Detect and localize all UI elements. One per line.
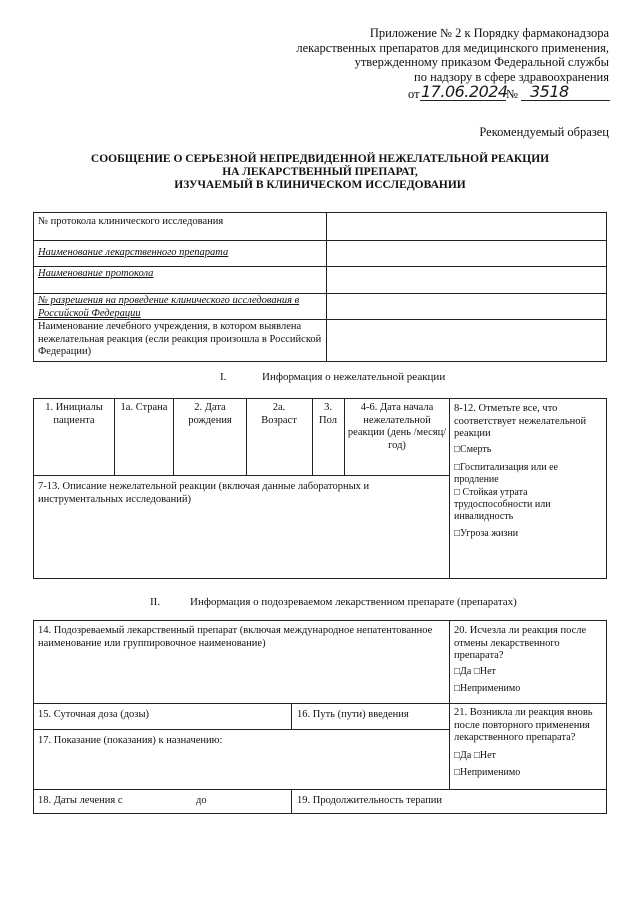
outcome-hospitalization-label: Госпитализация или ее продление [454, 462, 558, 485]
q20-yes-label: Да [460, 666, 472, 677]
drug-name-label: Наименование лекарственного препарата [38, 247, 229, 258]
indication-row-line [33, 729, 449, 730]
dose-row-line [33, 703, 449, 704]
description-field[interactable] [35, 508, 447, 577]
section-2-title: Информация о подозреваемом лекарственном препарате (препаратах) [190, 596, 517, 608]
header-line: утвержденному приказом Федеральной службы [354, 55, 609, 69]
order-number-handwritten: 3518 [530, 82, 569, 101]
info-row-line [33, 266, 607, 267]
section-1-number: I. [220, 371, 227, 383]
col-age: 2а. Возраст [261, 402, 297, 426]
col-sex: 3. Пол [319, 402, 337, 426]
q20-na-label: Неприменимо [460, 683, 521, 694]
q20-no-label: Нет [479, 666, 496, 677]
daily-dose-label: 15. Суточная доза (дозы) [38, 709, 149, 720]
q21-yes-no [454, 750, 496, 762]
dose-route-divider [291, 703, 292, 729]
dates-row-line [33, 789, 607, 790]
q-row-line [449, 703, 607, 704]
checkbox-icon[interactable]: □ [454, 462, 461, 473]
protocol-name-label: Наименование протокола [38, 268, 154, 279]
col-line [344, 398, 345, 475]
permit-number-label: № разрешения на проведение клинического исследования в Российской Федерации [38, 295, 300, 319]
number-prefix: № [506, 87, 518, 101]
section-2-number: II. [150, 596, 161, 608]
checkbox-icon[interactable]: □ [454, 767, 461, 778]
administration-route-label: 16. Путь (пути) введения [297, 709, 409, 720]
suspected-drug-label: 14. Подозреваемый лекарственный препарат (включая международное непатентованное наименование или группировочное наименование) [38, 625, 433, 649]
checkbox-icon[interactable]: □ [454, 683, 461, 694]
patient-row-line [33, 475, 449, 476]
treatment-dates-to-label: до [196, 795, 207, 806]
q20-yes-no [454, 666, 496, 678]
col-country: 1а. Страна [120, 402, 168, 413]
therapy-duration-label: 19. Продолжительность терапии [297, 795, 443, 806]
permit-number-field[interactable] [328, 295, 606, 318]
order-date-handwritten: 17.06.2024 [421, 82, 508, 101]
q21-not-applicable[interactable] [454, 767, 520, 779]
question-21-label: 21. Возникла ли реакция вновь после повторного применения лекарственного препарата? [454, 707, 593, 743]
indication-label: 17. Показание (показания) к назначению: [38, 735, 223, 746]
q21-na-label: Неприменимо [460, 767, 521, 778]
checkbox-icon[interactable]: □ [454, 528, 461, 539]
document-title [0, 153, 640, 192]
checkbox-icon[interactable]: □ [454, 487, 461, 498]
header-line: по надзору в сфере здравоохранения [414, 69, 609, 84]
outcome-hospitalization[interactable] [454, 462, 582, 486]
medical-institution-label: Наименование лечебного учреждения, в котором выявлена нежелательная реакция (если реакция произошла в Российской Федерации) [38, 321, 322, 357]
col-line [312, 398, 313, 475]
title-line: НА ЛЕКАРСТВЕННЫЙ ПРЕПАРАТ, [222, 166, 418, 178]
col-reaction-start-date: 4-6. Дата начала нежелательной реакции (день /месяц/год) [347, 402, 447, 451]
dates-duration-divider [291, 789, 292, 814]
col-birth-date: 2. Дата рождения [188, 402, 232, 426]
col-line [173, 398, 174, 475]
protocol-number-label: № протокола клинического исследования [38, 216, 224, 227]
header-block [296, 26, 609, 84]
title-line: ИЗУЧАЕМЫЙ В КЛИНИЧЕСКОМ ИССЛЕДОВАНИИ [174, 179, 466, 191]
outcome-disability-label: Стойкая утрата трудоспособности или инвалидность [454, 487, 551, 522]
treatment-dates-from-label: 18. Даты лечения с [38, 795, 123, 806]
date-prefix: от [408, 87, 420, 101]
question-20-label: 20. Исчезла ли реакция после отмены лекарственного препарата? [454, 625, 587, 661]
recommended-sample: Рекомендуемый образец [479, 125, 609, 139]
outcome-death[interactable] [454, 444, 604, 456]
outcome-death-label: Смерть [460, 444, 492, 455]
title-line: СООБЩЕНИЕ О СЕРЬЕЗНОЙ НЕПРЕДВИДЕННОЙ НЕЖЕЛАТЕЛЬНОЙ РЕАКЦИИ [90, 153, 550, 165]
q21-yes-label: Да [460, 750, 472, 761]
outcome-life-threat-label: Угроза жизни [460, 528, 519, 539]
q21-no-label: Нет [479, 750, 496, 761]
checkbox-icon[interactable]: □ [454, 666, 461, 677]
checkbox-icon[interactable]: □ [454, 750, 461, 761]
number-underline [521, 100, 610, 101]
outcome-life-threat[interactable] [454, 528, 604, 540]
info-row-line [33, 240, 607, 241]
col-line [114, 398, 115, 475]
info-row-line [33, 293, 607, 294]
header-line: Приложение № 2 к Порядку фармаконадзора [369, 26, 609, 40]
checkbox-icon[interactable]: □ [473, 750, 480, 761]
drug-name-field[interactable] [328, 242, 606, 265]
order-date-line [408, 84, 610, 102]
protocol-name-field[interactable] [328, 268, 606, 292]
q20-not-applicable[interactable] [454, 683, 520, 695]
checkbox-icon[interactable]: □ [454, 444, 461, 455]
outcome-divider [449, 398, 450, 579]
col-line [246, 398, 247, 475]
checkbox-icon[interactable]: □ [473, 666, 480, 677]
medical-institution-field[interactable] [328, 321, 606, 361]
outcome-disability[interactable] [454, 487, 564, 523]
answers-divider [449, 620, 450, 789]
info-table-divider [326, 212, 327, 362]
section-1-title: Информация о нежелательной реакции [262, 371, 446, 383]
col-patient-initials: 1. Инициалы пациента [45, 402, 103, 426]
header-line: лекарственных препаратов для медицинского применения, [296, 40, 609, 55]
outcome-label: 8-12. Отметьте все, что соответствует нежелательной реакции [454, 403, 587, 439]
description-label: 7-13. Описание нежелательной реакции (включая данные лабораторных и инструментальных исследований) [38, 481, 370, 505]
date-underline [420, 100, 506, 101]
protocol-number-field[interactable] [328, 214, 606, 239]
